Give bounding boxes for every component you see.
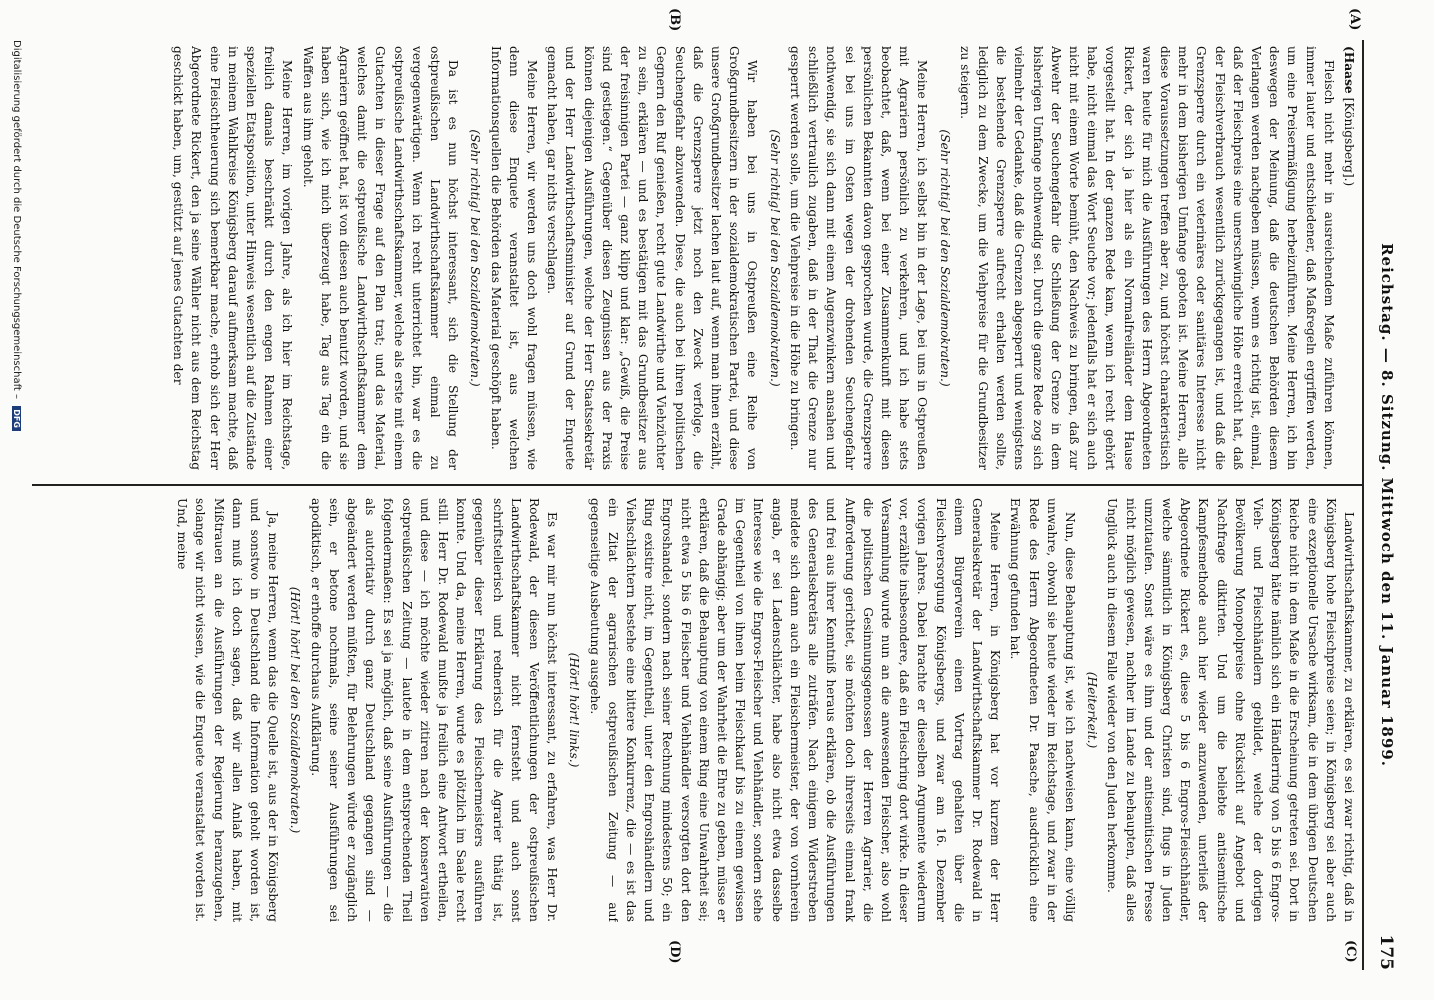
interjection: (Hört! hört! bei den Sozialdemokraten.) — [288, 586, 303, 834]
paragraph: Es war mir nun höchst interessant, zu erfahren, was Herr Dr. Rodewald, der diesen Veröffentlichungen der ostpreußischen Landwirthschaftskammer nicht fernsteht und auch sonst schriftstellerisch und rednerisch für die Agrarier thätig ist, gegenüber dieser Erklärung des Fleischermeisters ausführen konnte. Und da, meine Herren, wurde es plötzlich im Saale recht still. Herr Dr. Rodewald mußte ja freilich eine Antwort ertheilen, und diese — ich möchte wieder zitiren nach der konservativen ostpreußischen Zeitung — lautete in dem entsprechenden Theil folgendermaßen: Es sei ja möglich, daß seine Ausführungen — die als autoritativ durch ganz Deutschland gegangen sind — abgeändert werden müßten, für Belehrungen würde er zugänglich sein, er betone nochmals, seine seiner Ausführungen sei apodiktisch, er erhoffe durchaus Aufklärung. — [308, 498, 560, 922]
interjection: (Sehr richtig! bei den Sozialdemokraten.) — [937, 129, 952, 387]
right-column — [38, 498, 1358, 922]
paragraph: Ja, meine Herren, wenn das die Quelle ist, aus der in Königsberg und sonstwo in Deutschland die Information geholt worden ist, dann muß ich doch sagen, daß wir allen Anlaß haben, mit Mißtrauen an die Ausführungen der Regierung heranzugehen, solange wir nicht wissen, wie die Enquete veranstaltet worden ist. Und, meine — [175, 498, 281, 922]
column-divider — [32, 484, 1362, 486]
margin-mark-b: (B) — [667, 8, 682, 32]
page-number: 175 — [1376, 934, 1396, 970]
digitization-text: Digitalisierung gefördert durch die Deutsche Forschungsgemeinschaft – — [11, 40, 22, 400]
digitization-note — [11, 40, 22, 970]
page-header — [1366, 40, 1396, 970]
paragraph: Meine Herren, in Königsberg hat vor kurzem der Herr Generalsekretär der Landwirthschaftskammer Dr. Rodewald in einem Bürgerverein einen Vortrag gehalten über die Fleischversorgung Königsbergs, und zwar am 16. Dezember vorigen Jahres. Dabei brachte er dieselben Argumente wiederum vor, erzählte insbesondere, daß ein Fleischring dort wirke. In dieser Versammlung wurde nun an die anwesenden Fleischer, also wohl die politischen Gesinnungsgenossen der Herren Agrarier, die Aufforderung gerichtet, sie möchten doch ihrerseits einmal frank und frei aus ihrer Kenntniß heraus erklären, ob die Ausführungen des Generalsekretärs alle zuträfen. Nach einigem Widerstreben meldete sich dann auch ein Fleischermeister, der von vornherein angab, er sei Ladenschlächter, habe also nicht etwa dasselbe Interesse wie die Engros-Fleischer und Viehhändler, sondern stehe im Gegentheil von ihnen beim Fleischkauf bis zu einem gewissen Grade abhängig; aber um der Wahrheit die Ehre zu geben, müsse er erklären, daß die Behauptung von einem Ring eine Unwahrheit sei; nicht etwa 5 bis 6 Fleischer und Viehhändler versorgten dort den Engroshandel, sondern nach seiner Rechnung mindestens 50; ein Ring existire nicht, im Gegentheil, unter den Engroshändlern und Viehschlächtern bestehe eine bittere Konkurrenz, die — es ist das ein Zitat der agrarischen ostpreußischen Zeitung — auf gegenseitige Ausbeutung ausgehe. — [587, 498, 1003, 922]
interjection: (Hört! hört! links.) — [567, 652, 582, 768]
paragraph: Meine Herren, ich selbst bin in der Lage, bei uns in Ostpreußen mit Agrariern persönlich zu verkehren, und ich habe stets beobachtet, daß, wenn bei einer Zusammenkunft mit diesen persönlichen Bekannten davon gesprochen wurde, die Grenzsperre sei bei uns im Osten wegen der drohenden Seuchengefahr nothwendig, sie sich dann mit einem Augenzwinkern ansahen und schließlich vertraulich zugaben, daß in der That die Grenze nur gesperrt werden solle, um die Viehpreise in die Höhe zu bringen. — [787, 46, 930, 470]
header-rule — [1362, 40, 1364, 970]
paragraph: Wir haben bei uns in Ostpreußen eine Reihe von Großgrundbesitzern in der sozialdemokratischen Partei, und diese unsere Großgrundbesitzer lachen laut auf, wenn man ihnen erzählt, daß die Grenzsperre jetzt noch den Zweck verfolge, die Seuchengefahr abzuwenden. Diese, die auch bei ihren politischen Gegnern den Ruf genießen, recht gute Landwirthe und Viehzüchter zu sein, erklären — und es bestätigen mit das Grundbesitzer aus der freisinnigen Partei — ganz klipp und klar: „Gewiß, die Preise sind gestiegen.“ Gegenüber diesen Zeugnissen aus der Praxis können diejenigen Ausführungen, welche der Herr Staatssekretär und der Herr Landwirthschaftsminister auf Grund der Enquete gemacht haben, gar nichts verschlagen. — [545, 46, 760, 470]
interjection: (Sehr richtig! bei den Sozialdemokraten.) — [468, 129, 483, 387]
speaker-note: [Königsberg].) — [1342, 97, 1356, 187]
page-title: Reichstag. — 8. Sitzung. Mittwoch den 11. Januar 1899. — [1378, 243, 1396, 767]
speaker-line — [1340, 46, 1358, 470]
interjection: (Heiterkeit.) — [1085, 671, 1100, 749]
margin-mark-d: (D) — [667, 940, 682, 964]
paragraph: Meine Herren, im vorigen Jahre, als ich hier im Reichstage, freilich damals beschränkt durch den engen Rahmen einer speziellen Etatsposition, unter Hinweis wesentlich auf die Zustände in meinem Wahlkreise Königsberg darauf aufmerksam machte, daß eine Fleischtheuerung sich bemerkbar mache, erhob sich der Herr Abgeordnete Rickert, den ja seine Wähler nicht aus dem Reichstag geschickt haben, um, gestützt auf jenes Gutachten der — [171, 46, 295, 470]
dfg-logo: DFG — [12, 406, 21, 431]
margin-mark-a: (A) — [1347, 8, 1362, 31]
paragraph: Meine Herren, wir werden uns doch wohl fragen müssen, wie denn diese Enquete veranstaltet ist, aus welchen Informationsquellen die Behörden das Material geschöpft haben. — [488, 46, 540, 470]
margin-mark-c: (C) — [1343, 940, 1358, 963]
paragraph: Nun, diese Behauptung ist, wie ich nachweisen kann, eine völlig unwahre, obwohl sie heute wieder im Reichstage, und zwar in der Rede des Herrn Abgeordneten Dr. Paasche, ausdrücklich eine Erwähnung gefunden hat. — [1008, 498, 1077, 922]
paragraph: Da ist es nun höchst interessant, sich die Stellung der ostpreußischen Landwirthschaftskammer einmal zu vergegenwärtigen. Wenn ich recht unterrichtet bin, war es die ostpreußische Landwirthschaftskammer, welche als erste mit einem Gutachten in dieser Frage auf den Plan trat; und das Material, welches damit die ostpreußische Landwirthschaftskammer dem Agrariern geöffnet hat, ist von diesen auch benutzt worden, und sie haben sich, wie ich mich überzeugt habe, Tag aus Tag ein die Waffen aus ihm geholt. — [300, 46, 461, 470]
left-column — [38, 46, 1358, 470]
interjection: (Sehr richtig! bei den Sozialdemokraten.) — [767, 129, 782, 387]
speaker-name: (Haase — [1342, 46, 1356, 94]
paragraph: Fleisch nicht mehr in ausreichendem Maße zuführen können, immer lauter und entschiedener, daß Maßregeln ergriffen werden, um eine Preisermäßigung herbeizuführen. Meine Herren, ich bin deswegen der Meinung, daß die deutschen Behörden diesem Verlangen werden nachgeben müssen, wenn es richtig ist, einmal, daß der Fleischpreis eine unerschwingliche Höhe erreicht hat, daß der Fleischverbrauch wesentlich zurückgegangen ist, und daß die Grenzsperre durch ein veterinäres oder sanitäres Interesse nicht mehr in dem bisherigen Umfange geboten ist. Meine Herren, alle diese Voraussetzungen treffen aber zu, und höchst charakteristisch waren heute für mich die Ausführungen des Herrn Abgeordneten Rickert, der sich ja hier als ein Normalfreiländer dem Hause vorgestellt hat. In der ganzen Rede kam, wenn ich recht gehört habe, nicht einmal das Wort Seuche vor; jedenfalls hat er sich auch nicht mit einem Worte bemüht, den Nachweis zu bringen, daß zur Abwehr der Seuchengefahr die Schließung der Grenze in dem bisherigen Umfange nothwendig sei. Durch die ganze Rede zog sich vielmehr der Gedanke, daß die Grenzen abgesperrt und wenigstens die bestehende Grenzsperre aufrecht erhalten werden sollte, lediglich zu dem Zwecke, um die Viehpreise für die Grundbesitzer zu steigern. — [957, 46, 1336, 470]
paragraph: Landwirthschaftskammer, zu erklären, es sei zwar richtig, daß in Königsberg hohe Fleischpreise seien; in Königsberg sei aber auch eine exzeptionelle Ursache wirksam, die in dem übrigen Deutschen Reiche nicht in dem Maße in die Erscheinung getreten sei. Dort in Königsberg hätte nämlich sich ein Händlerring von 5 bis 6 Engros-Vieh- und Fleischhändlern gebildet, welche der dortigen Bevölkerung Monopolpreise ohne Rücksicht auf Angebot und Nachfrage diktirten. Und um die beliebte antisemitische Kampfesmethode auch hier wieder anzuwenden, unterließ der Abgeordnete Rickert es, diese 5 bis 6 Engros-Fleischhändler, welche sämmtlich in Königsberg Christen sind, flugs in Juden umzutaufen. Sonst wäre es ihm und der antisemitischen Presse nicht möglich gewesen, nachher im Lande zu behaupten, daß alles Unglück auch in diesem Falle wieder von den Juden herkomme. — [1105, 498, 1356, 922]
